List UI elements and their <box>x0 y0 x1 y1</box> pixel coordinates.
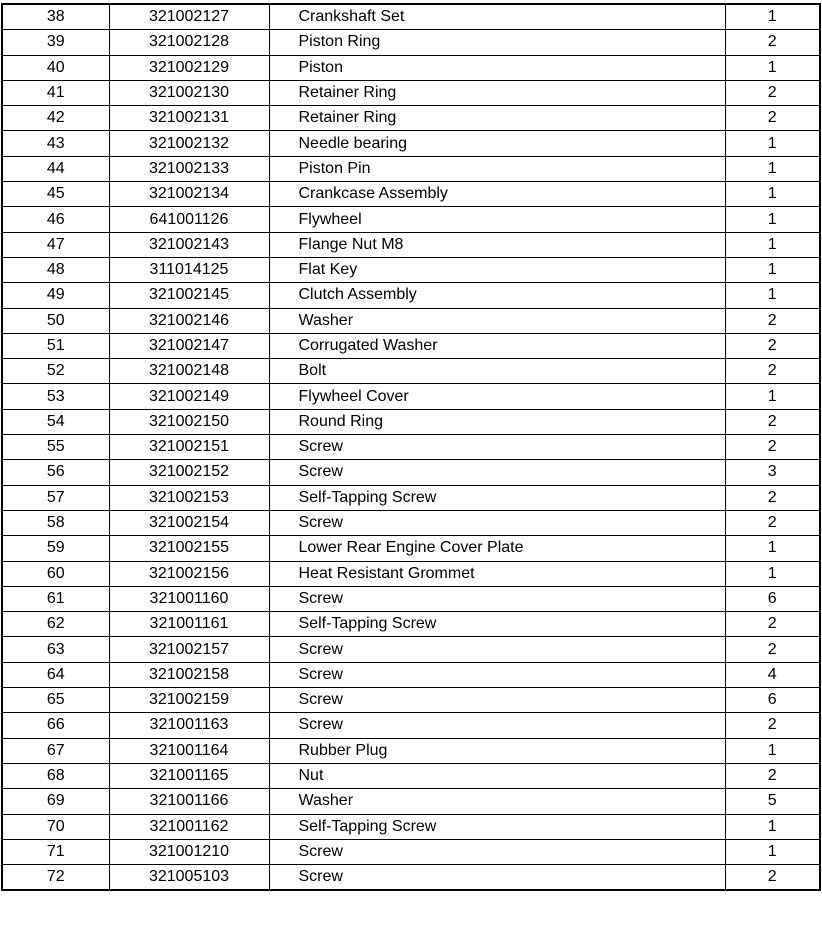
item-number-cell: 41 <box>2 80 109 105</box>
quantity-cell: 1 <box>725 561 820 586</box>
quantity-cell: 1 <box>725 232 820 257</box>
quantity-cell: 2 <box>725 30 820 55</box>
item-number-cell: 70 <box>2 814 109 839</box>
part-number-cell: 321002150 <box>109 409 269 434</box>
description-cell: Nut <box>269 763 725 788</box>
part-number-cell: 321001160 <box>109 586 269 611</box>
table-row <box>2 55 820 80</box>
item-number-cell: 62 <box>2 612 109 637</box>
part-number-cell: 321001165 <box>109 763 269 788</box>
part-number-cell: 321002159 <box>109 688 269 713</box>
table-row <box>2 30 820 55</box>
description-cell: Rubber Plug <box>269 738 725 763</box>
quantity-cell: 2 <box>725 106 820 131</box>
table-row <box>2 561 820 586</box>
quantity-cell: 2 <box>725 308 820 333</box>
part-number-cell: 641001126 <box>109 207 269 232</box>
quantity-cell: 2 <box>725 435 820 460</box>
table-row <box>2 106 820 131</box>
table-row <box>2 333 820 358</box>
quantity-cell: 2 <box>725 80 820 105</box>
description-cell: Self-Tapping Screw <box>269 612 725 637</box>
description-cell: Washer <box>269 789 725 814</box>
part-number-cell: 311014125 <box>109 257 269 282</box>
description-cell: Crankshaft Set <box>269 4 725 30</box>
item-number-cell: 65 <box>2 688 109 713</box>
quantity-cell: 6 <box>725 688 820 713</box>
table-row <box>2 308 820 333</box>
quantity-cell: 1 <box>725 4 820 30</box>
part-number-cell: 321002152 <box>109 460 269 485</box>
quantity-cell: 1 <box>725 738 820 763</box>
table-row <box>2 763 820 788</box>
description-cell: Lower Rear Engine Cover Plate <box>269 536 725 561</box>
description-cell: Round Ring <box>269 409 725 434</box>
description-cell: Screw <box>269 460 725 485</box>
description-cell: Flywheel <box>269 207 725 232</box>
item-number-cell: 58 <box>2 510 109 535</box>
table-row <box>2 283 820 308</box>
description-cell: Screw <box>269 865 725 891</box>
part-number-cell: 321002143 <box>109 232 269 257</box>
description-cell: Piston <box>269 55 725 80</box>
quantity-cell: 2 <box>725 333 820 358</box>
item-number-cell: 71 <box>2 839 109 864</box>
description-cell: Screw <box>269 435 725 460</box>
description-cell: Needle bearing <box>269 131 725 156</box>
quantity-cell: 1 <box>725 156 820 181</box>
part-number-cell: 321002148 <box>109 359 269 384</box>
part-number-cell: 321001164 <box>109 738 269 763</box>
quantity-cell: 2 <box>725 865 820 891</box>
description-cell: Retainer Ring <box>269 106 725 131</box>
quantity-cell: 4 <box>725 662 820 687</box>
table-row <box>2 207 820 232</box>
part-number-cell: 321002157 <box>109 637 269 662</box>
item-number-cell: 43 <box>2 131 109 156</box>
item-number-cell: 38 <box>2 4 109 30</box>
part-number-cell: 321002129 <box>109 55 269 80</box>
table-row <box>2 738 820 763</box>
item-number-cell: 64 <box>2 662 109 687</box>
table-row <box>2 789 820 814</box>
quantity-cell: 1 <box>725 839 820 864</box>
part-number-cell: 321002134 <box>109 182 269 207</box>
quantity-cell: 1 <box>725 814 820 839</box>
description-cell: Piston Ring <box>269 30 725 55</box>
table-row <box>2 131 820 156</box>
parts-table-body <box>2 4 820 890</box>
part-number-cell: 321002132 <box>109 131 269 156</box>
description-cell: Washer <box>269 308 725 333</box>
quantity-cell: 1 <box>725 257 820 282</box>
table-row <box>2 4 820 30</box>
item-number-cell: 67 <box>2 738 109 763</box>
table-row <box>2 713 820 738</box>
item-number-cell: 55 <box>2 435 109 460</box>
quantity-cell: 1 <box>725 182 820 207</box>
table-row <box>2 586 820 611</box>
item-number-cell: 49 <box>2 283 109 308</box>
description-cell: Screw <box>269 688 725 713</box>
table-row <box>2 257 820 282</box>
table-row <box>2 232 820 257</box>
quantity-cell: 2 <box>725 409 820 434</box>
part-number-cell: 321002155 <box>109 536 269 561</box>
table-row <box>2 839 820 864</box>
item-number-cell: 72 <box>2 865 109 891</box>
quantity-cell: 2 <box>725 713 820 738</box>
part-number-cell: 321002158 <box>109 662 269 687</box>
part-number-cell: 321002154 <box>109 510 269 535</box>
description-cell: Piston Pin <box>269 156 725 181</box>
part-number-cell: 321002133 <box>109 156 269 181</box>
parts-table <box>1 3 821 891</box>
description-cell: Flat Key <box>269 257 725 282</box>
quantity-cell: 1 <box>725 536 820 561</box>
part-number-cell: 321001210 <box>109 839 269 864</box>
part-number-cell: 321001163 <box>109 713 269 738</box>
description-cell: Screw <box>269 713 725 738</box>
quantity-cell: 2 <box>725 510 820 535</box>
item-number-cell: 39 <box>2 30 109 55</box>
description-cell: Screw <box>269 839 725 864</box>
quantity-cell: 5 <box>725 789 820 814</box>
quantity-cell: 1 <box>725 384 820 409</box>
quantity-cell: 2 <box>725 359 820 384</box>
item-number-cell: 45 <box>2 182 109 207</box>
quantity-cell: 6 <box>725 586 820 611</box>
item-number-cell: 56 <box>2 460 109 485</box>
table-row <box>2 688 820 713</box>
description-cell: Screw <box>269 662 725 687</box>
part-number-cell: 321002147 <box>109 333 269 358</box>
part-number-cell: 321002131 <box>109 106 269 131</box>
table-row <box>2 662 820 687</box>
table-row <box>2 156 820 181</box>
item-number-cell: 57 <box>2 485 109 510</box>
quantity-cell: 3 <box>725 460 820 485</box>
item-number-cell: 42 <box>2 106 109 131</box>
item-number-cell: 48 <box>2 257 109 282</box>
table-row <box>2 460 820 485</box>
item-number-cell: 59 <box>2 536 109 561</box>
table-row <box>2 384 820 409</box>
part-number-cell: 321002149 <box>109 384 269 409</box>
description-cell: Retainer Ring <box>269 80 725 105</box>
item-number-cell: 60 <box>2 561 109 586</box>
item-number-cell: 61 <box>2 586 109 611</box>
item-number-cell: 47 <box>2 232 109 257</box>
item-number-cell: 46 <box>2 207 109 232</box>
quantity-cell: 2 <box>725 485 820 510</box>
table-row <box>2 536 820 561</box>
table-row <box>2 814 820 839</box>
part-number-cell: 321001162 <box>109 814 269 839</box>
part-number-cell: 321002127 <box>109 4 269 30</box>
description-cell: Corrugated Washer <box>269 333 725 358</box>
table-row <box>2 359 820 384</box>
description-cell: Self-Tapping Screw <box>269 814 725 839</box>
item-number-cell: 63 <box>2 637 109 662</box>
quantity-cell: 1 <box>725 207 820 232</box>
part-number-cell: 321001161 <box>109 612 269 637</box>
description-cell: Crankcase Assembly <box>269 182 725 207</box>
item-number-cell: 68 <box>2 763 109 788</box>
quantity-cell: 1 <box>725 55 820 80</box>
description-cell: Screw <box>269 637 725 662</box>
table-row <box>2 637 820 662</box>
description-cell: Self-Tapping Screw <box>269 485 725 510</box>
part-number-cell: 321002145 <box>109 283 269 308</box>
part-number-cell: 321002151 <box>109 435 269 460</box>
item-number-cell: 40 <box>2 55 109 80</box>
part-number-cell: 321001166 <box>109 789 269 814</box>
item-number-cell: 44 <box>2 156 109 181</box>
table-row <box>2 80 820 105</box>
description-cell: Flange Nut M8 <box>269 232 725 257</box>
table-row <box>2 435 820 460</box>
part-number-cell: 321002128 <box>109 30 269 55</box>
table-row <box>2 612 820 637</box>
item-number-cell: 69 <box>2 789 109 814</box>
table-row <box>2 409 820 434</box>
item-number-cell: 53 <box>2 384 109 409</box>
quantity-cell: 1 <box>725 283 820 308</box>
quantity-cell: 2 <box>725 637 820 662</box>
item-number-cell: 52 <box>2 359 109 384</box>
part-number-cell: 321005103 <box>109 865 269 891</box>
description-cell: Bolt <box>269 359 725 384</box>
quantity-cell: 1 <box>725 131 820 156</box>
part-number-cell: 321002156 <box>109 561 269 586</box>
table-row <box>2 510 820 535</box>
description-cell: Clutch Assembly <box>269 283 725 308</box>
quantity-cell: 2 <box>725 763 820 788</box>
table-row <box>2 485 820 510</box>
table-row <box>2 182 820 207</box>
item-number-cell: 50 <box>2 308 109 333</box>
part-number-cell: 321002153 <box>109 485 269 510</box>
part-number-cell: 321002130 <box>109 80 269 105</box>
table-row <box>2 865 820 891</box>
item-number-cell: 66 <box>2 713 109 738</box>
item-number-cell: 51 <box>2 333 109 358</box>
item-number-cell: 54 <box>2 409 109 434</box>
description-cell: Screw <box>269 510 725 535</box>
description-cell: Heat Resistant Grommet <box>269 561 725 586</box>
description-cell: Flywheel Cover <box>269 384 725 409</box>
description-cell: Screw <box>269 586 725 611</box>
quantity-cell: 2 <box>725 612 820 637</box>
part-number-cell: 321002146 <box>109 308 269 333</box>
